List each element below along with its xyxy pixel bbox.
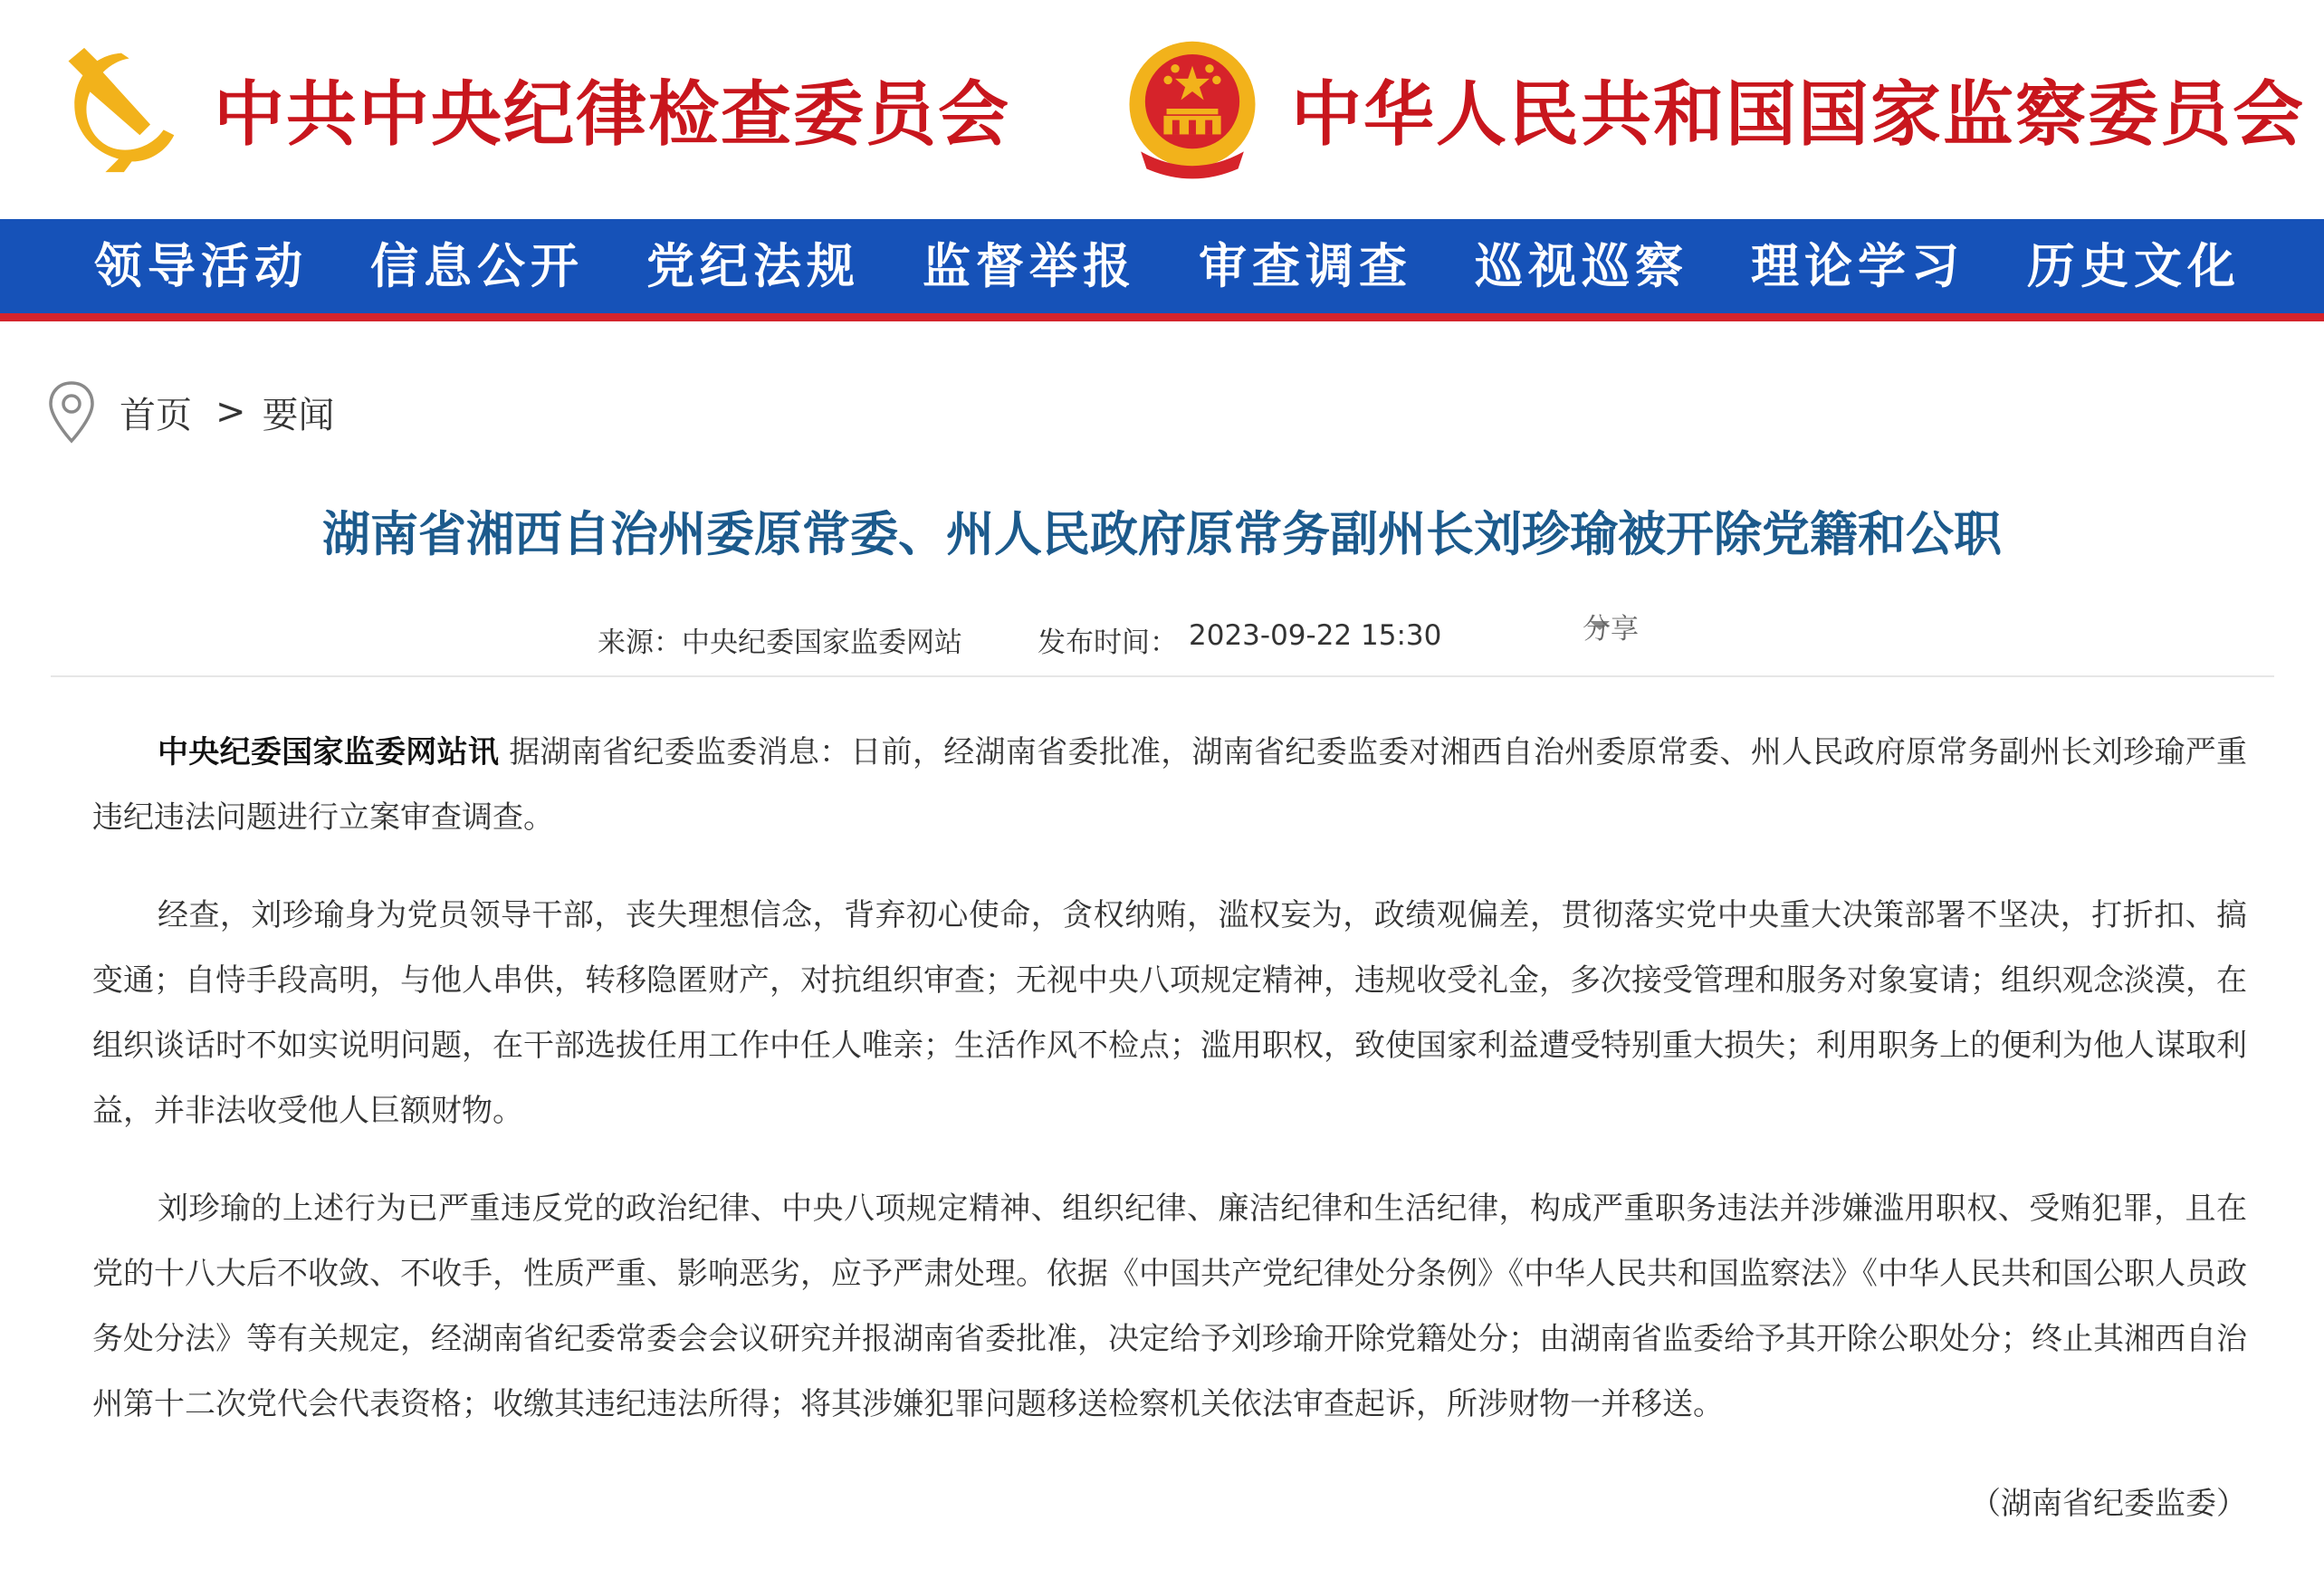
nav-item-reporting[interactable]: 监督举报: [923, 238, 1136, 294]
paragraph-1: [92, 720, 2247, 850]
nav-item-inspection[interactable]: 巡视巡察: [1475, 238, 1688, 294]
ccdi-brand[interactable]: [53, 0, 1010, 217]
nav-item-history[interactable]: 历史文化: [2027, 238, 2241, 294]
national-emblem-icon: [1121, 36, 1264, 181]
article-body: [92, 720, 2247, 1569]
article-title: 湖南省湘西自治州委原常委、州人民政府原常务副州长刘珍瑜被开除党籍和公职: [322, 507, 2002, 562]
breadcrumb-home[interactable]: 首页: [120, 394, 192, 436]
article-meta: [0, 612, 2324, 661]
party-emblem-icon: [53, 43, 185, 175]
lead-source: 中央纪委国家监委网站讯: [158, 734, 500, 770]
nav-item-information[interactable]: 信息公开: [370, 238, 584, 294]
share-label: 分享: [1583, 612, 1639, 646]
publish-label: 发布时间：: [1038, 627, 1178, 659]
ccdi-title: 中共中央纪律检查委员会: [214, 73, 1011, 156]
share-button[interactable]: [1583, 612, 1639, 646]
nsc-brand[interactable]: [1121, 0, 2305, 217]
nav-item-regulations[interactable]: 党纪法规: [646, 238, 860, 294]
divider: [51, 675, 2274, 677]
main-nav: [0, 219, 2324, 321]
nav-item-leadership[interactable]: 领导活动: [94, 238, 308, 294]
publish-time: 2023-09-22 15:30: [1189, 619, 1442, 652]
paragraph-2: 经查，刘珍瑜身为党员领导干部，丧失理想信念，背弃初心使命，贪权纳贿，滥权妄为，政绩观偏差，贯彻落实党中央重大决策部署不坚决，打折扣、搞变通；自恃手段高明，与他人串供，转移隐匿财产，对抗组织审查；无视中央八项规定精神，违规收受礼金，多次接受管理和服务对象宴请；组织观念淡漠，在组织谈话时不如实说明问题，在干部选拔任用工作中任人唯亲；生活作风不检点；滥用职权，致使国家利益遭受特别重大损失；利用职务上的便利为他人谋取利益，并非法收受他人巨额财物。: [92, 897, 2247, 1129]
nsc-title: 中华人民共和国国家监察委员会: [1291, 73, 2306, 156]
breadcrumb: [47, 380, 335, 444]
breadcrumb-current[interactable]: 要闻: [262, 394, 335, 436]
article-source: 来源：中央纪委国家监委网站: [598, 627, 962, 659]
location-pin-icon: [47, 380, 96, 444]
article-signature: （湖南省纪委监委）: [1970, 1486, 2247, 1522]
paragraph-3: 刘珍瑜的上述行为已严重违反党的政治纪律、中央八项规定精神、组织纪律、廉洁纪律和生活纪律，构成严重职务违法并涉嫌滥用职权、受贿犯罪，且在党的十八大后不收敛、不收手，性质严重、影响恶劣，应予严肃处理。依据《中国共产党纪律处分条例》《中华人民共和国监察法》《中华人民共和国公职人员政务处分法》等有关规定，经湖南省纪委常委会会议研究并报湖南省委批准，决定给予刘珍瑜开除党籍处分；由湖南省监委给予其开除公职处分；终止其湘西自治州第十二次党代会代表资格；收缴其违纪违法所得；将其涉嫌犯罪问题移送检察机关依法审查起诉，所涉财物一并移送。: [92, 1191, 2247, 1422]
nav-item-investigation[interactable]: 审查调查: [1199, 238, 1412, 294]
nav-item-theory[interactable]: 理论学习: [1751, 238, 1965, 294]
site-header: [0, 0, 2324, 217]
paragraph-1-text: 据湖南省纪委监委消息：日前，经湖南省委批准，湖南省纪委监委对湘西自治州委原常委、州人民政府原常务副州长刘珍瑜严重违纪违法问题进行立案审查调查。: [92, 734, 2247, 836]
breadcrumb-separator: >: [215, 391, 246, 433]
